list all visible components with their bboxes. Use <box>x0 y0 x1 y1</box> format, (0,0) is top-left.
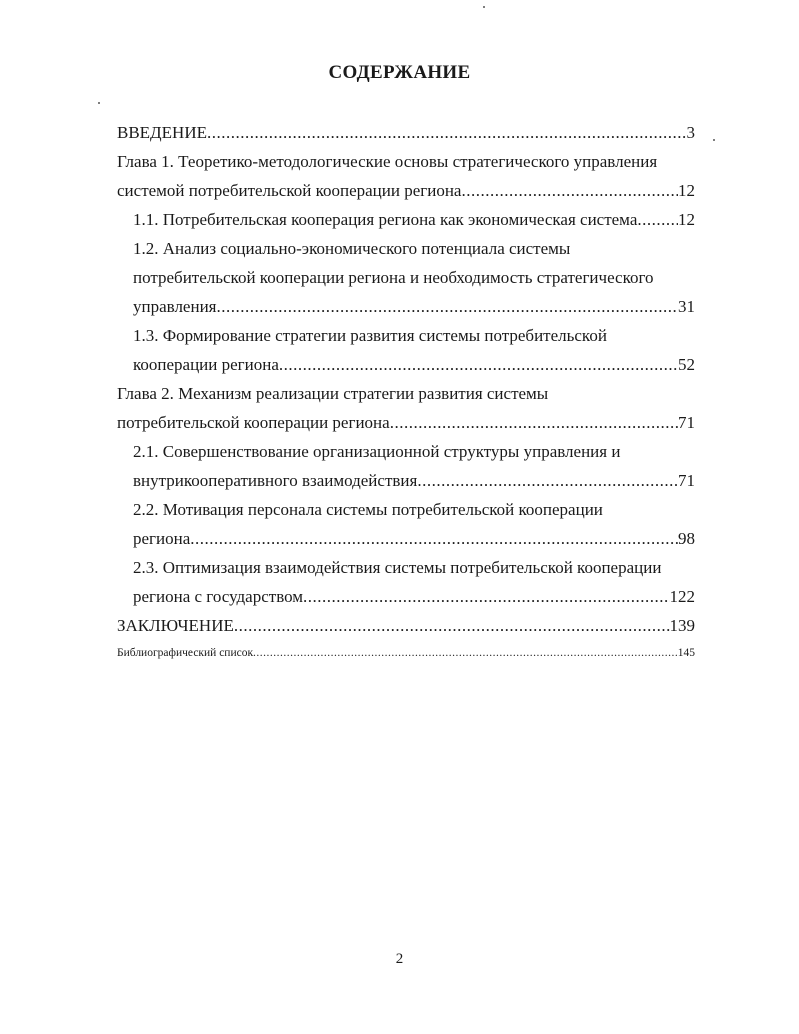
dot-leader <box>234 611 670 640</box>
scan-speck <box>98 102 100 104</box>
toc-entry-chapter-1 <box>117 147 695 205</box>
toc-entry-conclusion <box>117 611 695 640</box>
toc-entry-text: региона с государством <box>133 587 304 606</box>
dot-leader <box>279 350 678 379</box>
toc-entry-bibliography <box>117 643 695 663</box>
dot-leader <box>207 118 687 147</box>
toc-entry-section-2-1 <box>117 437 695 495</box>
toc-page-number: 3 <box>686 123 695 142</box>
toc-entry-section-2-3 <box>117 553 695 611</box>
toc-page-number: 145 <box>677 647 695 659</box>
page-number: 2 <box>395 951 404 967</box>
toc-page-number: 52 <box>678 355 695 374</box>
page-title: СОДЕРЖАНИЕ <box>328 62 471 83</box>
toc-page-number: 98 <box>678 529 695 548</box>
toc-entry-section-1-1 <box>117 205 695 234</box>
scan-speck <box>713 139 715 141</box>
toc-entry-introduction <box>117 118 695 147</box>
toc-entry-text: кооперации региона <box>133 355 279 374</box>
dot-leader <box>461 176 678 205</box>
toc-entry-text: 2.3. Оптимизация взаимодействия системы потребительской кооперации <box>133 558 662 577</box>
toc-entry-text: потребительской кооперации региона и необходимость стратегического <box>133 268 654 287</box>
dot-leader <box>253 643 678 663</box>
toc-page-number: 71 <box>678 471 695 490</box>
toc-entry-text: системой потребительской кооперации региона <box>117 181 462 200</box>
toc-entry-text: потребительской кооперации региона <box>117 413 390 432</box>
toc-entry-text: 1.2. Анализ социально-экономического потенциала системы <box>133 239 571 258</box>
toc-entry-text: Глава 1. Теоретико-методологические основы стратегического управления <box>117 152 658 171</box>
toc-entry-text: Библиографический список <box>117 647 254 659</box>
toc-entry-section-1-3 <box>117 321 695 379</box>
toc-entry-text: ЗАКЛЮЧЕНИЕ <box>117 616 234 635</box>
toc-page-number: 139 <box>669 616 695 635</box>
dot-leader <box>417 466 678 495</box>
toc-entry-section-2-2 <box>117 495 695 553</box>
toc-page-number: 31 <box>678 297 695 316</box>
dot-leader <box>390 408 678 437</box>
toc-page-number: 122 <box>669 587 695 606</box>
dot-leader <box>303 582 669 611</box>
toc-entry-text: внутрикооперативного взаимодействия <box>133 471 418 490</box>
toc-entry-text: 2.1. Совершенствование организационной структуры управления и <box>133 442 621 461</box>
table-of-contents <box>117 118 695 663</box>
scan-speck <box>483 6 485 8</box>
dot-leader <box>637 205 678 234</box>
toc-entry-section-1-2 <box>117 234 695 321</box>
toc-page-number: 71 <box>678 413 695 432</box>
dot-leader <box>190 524 678 553</box>
toc-entry-text: региона <box>133 529 191 548</box>
toc-entry-text: ВВЕДЕНИЕ <box>117 123 207 142</box>
toc-entry-text: 2.2. Мотивация персонала системы потребительской кооперации <box>133 500 603 519</box>
toc-entry-text: управления <box>133 297 217 316</box>
toc-entry-chapter-2 <box>117 379 695 437</box>
dot-leader <box>217 292 679 321</box>
toc-page-number: 12 <box>678 210 695 229</box>
toc-entry-text: Глава 2. Механизм реализации стратегии развития системы <box>117 384 549 403</box>
toc-entry-text: 1.3. Формирование стратегии развития системы потребительской <box>133 326 607 345</box>
toc-page-number: 12 <box>678 181 695 200</box>
toc-entry-text: 1.1. Потребительская кооперация региона как экономическая система <box>133 210 638 229</box>
